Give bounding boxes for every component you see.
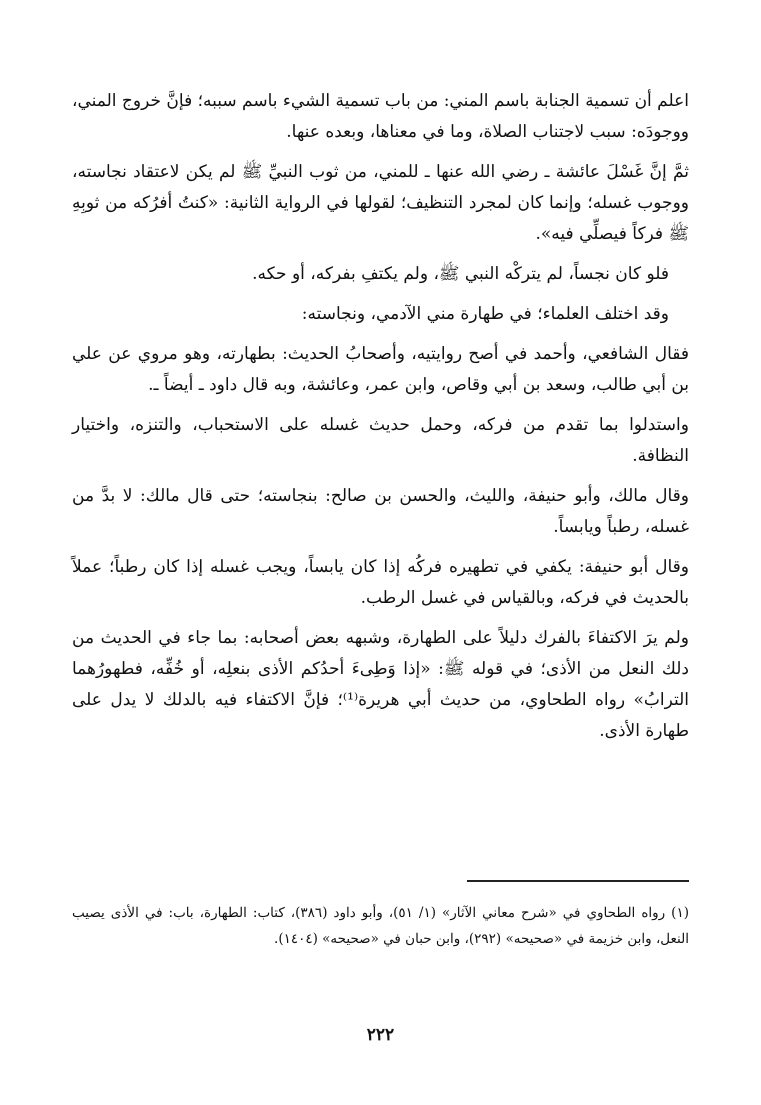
paragraph-3: فلو كان نجساً، لم يتركْه النبي ﷺ، ولم يكتفِ بفركه، أو حكه.	[252, 264, 669, 284]
page-body	[72, 86, 689, 756]
paragraph-4: وقد اختلف العلماء؛ في طهارة مني الآدمي، ونجاسته:	[301, 304, 669, 324]
paragraph-9: ولم يرَ الاكتفاءَ بالفرك دليلاً على الطهارة، وشبهه بعض أصحابه: بما جاء في الحديث من دلك النعل من الأذى؛ في قوله ﷺ: «إذا وَطِىءَ أحدُكم الأذى بنعلِه، أو خُفِّه، فطهورُهما الترابُ» رواه الطحاوي، من حديث أبي هريرة⁽¹⁾؛ فإنَّ الاكتفاء فيه بالدلك لا يدل على طهارة الأذى.	[72, 628, 689, 741]
paragraph-2: ثمَّ إنَّ غَسْلَ عائشة ـ رضي الله عنها ـ للمني، من ثوب النبيِّ ﷺ لم يكن لاعتقاد نجاسته، ووجوب غسله؛ وإنما كان لمجرد التنظيف؛ لقولها في الرواية الثانية: «كنتُ أفرُكه من ثوبِهِ ﷺ فركاً فيصلِّي فيه».	[72, 162, 689, 244]
paragraph-7: وقال مالك، وأبو حنيفة، والليث، والحسن بن صالح: بنجاسته؛ حتى قال مالك: لا بدَّ من غسله، رطباً ويابساً.	[72, 486, 689, 537]
paragraph-6: واستدلوا بما تقدم من فركه، وحمل حديث غسله على الاستحباب، والتنزه، واختيار النظافة.	[72, 415, 689, 466]
page-number: ٢٢٢	[366, 1025, 395, 1045]
footnote: (١) رواه الطحاوي في «شرح معاني الآثار» (١/ ٥١)، وأبو داود (٣٨٦)، كتاب: الطهارة، باب: في الأذى يصيب النعل، وابن خزيمة في «صحيحه» (٢٩٢)، وابن حبان في «صحيحه» (١٤٠٤).	[72, 905, 690, 947]
footnote-divider	[467, 880, 689, 882]
paragraph-8: وقال أبو حنيفة: يكفي في تطهيره فركُه إذا كان يابساً، ويجب غسله إذا كان رطباً؛ عملاً بالحديث في فركه، وبالقياس في غسل الرطب.	[72, 557, 689, 608]
paragraph-1: اعلم أن تسمية الجنابة باسم المني: من باب تسمية الشيء باسم سببه؛ فإنَّ خروج المني، ووجودَه: سبب لاجتناب الصلاة، وما في معناها، وبعده عنها.	[72, 91, 689, 142]
paragraph-5: فقال الشافعي، وأحمد في أصح روايتيه، وأصحابُ الحديث: بطهارته، وهو مروي عن علي بن أبي طالب، وسعد بن أبي وقاص، وابن عمر، وعائشة، وبه قال داود ـ أيضاً ـ.	[72, 344, 689, 395]
